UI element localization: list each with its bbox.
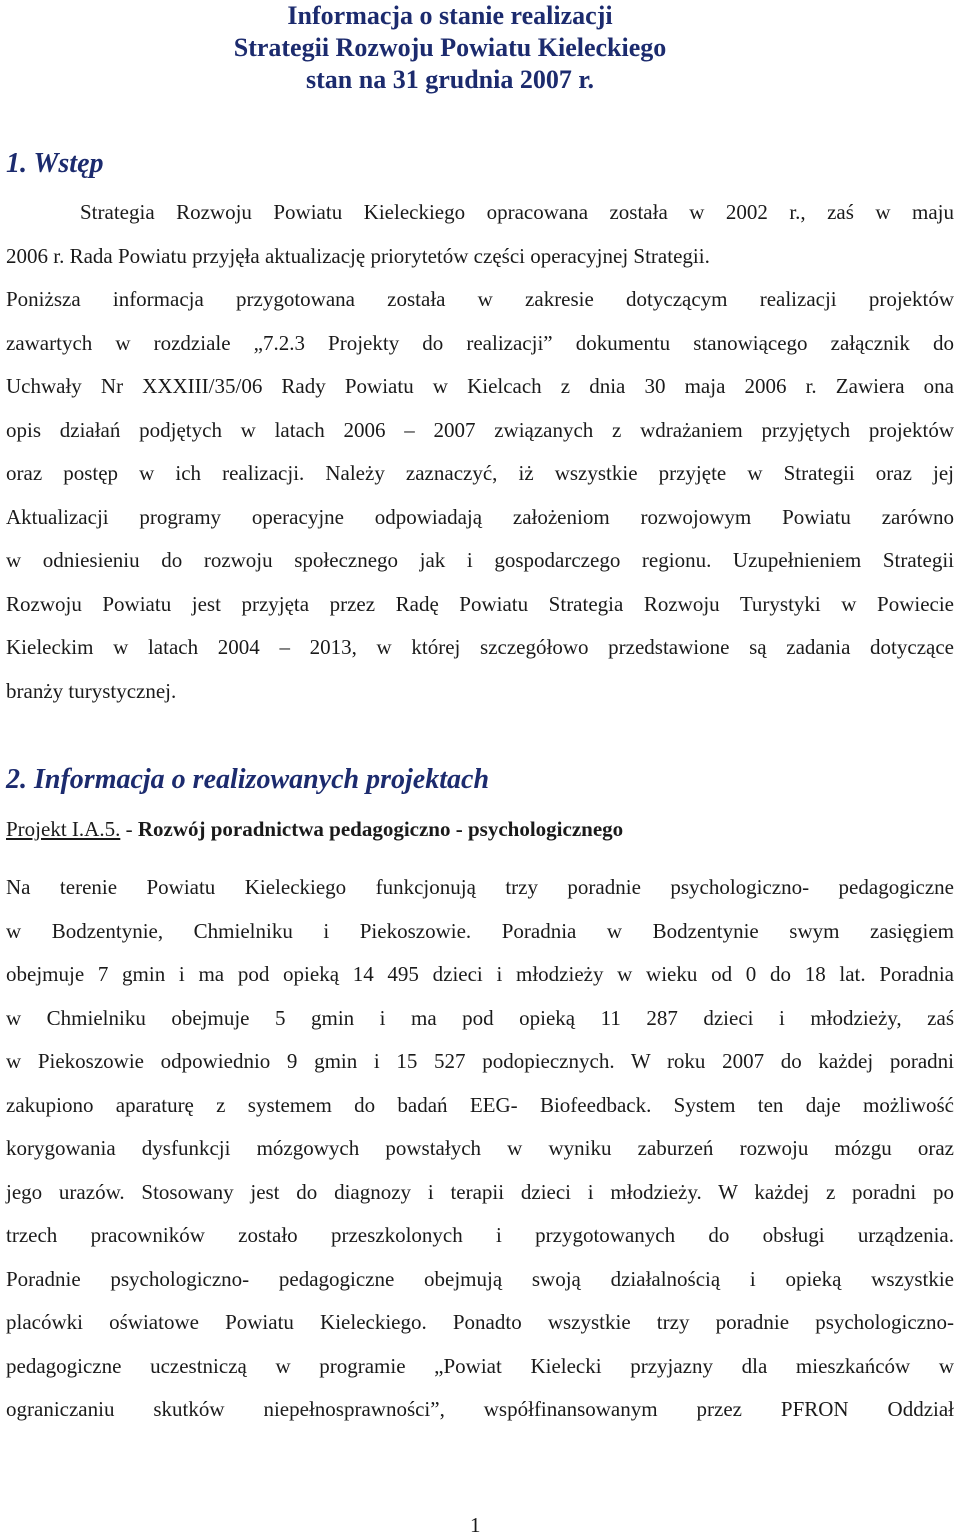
paragraph-line: Na terenie Powiatu Kieleckiego funkcjonują trzy poradnie psychologiczno- pedagogiczne (6, 875, 954, 899)
paragraph-line: pedagogiczne uczestniczą w programie „Powiat Kielecki przyjazny dla mieszkańców w (6, 1353, 954, 1378)
paragraph-line: Kieleckim w latach 2004 – 2013, w której szczegółowo przedstawione są zadania dotyczące (6, 635, 954, 659)
paragraph-line: Aktualizacji programy operacyjne odpowiadają założeniom rozwojowym Powiatu zarówno (6, 504, 954, 529)
paragraph-line: w odniesieniu do rozwoju społecznego jak i gospodarczego regionu. Uzupełnieniem Strategii (6, 548, 954, 572)
project-separator: - (120, 817, 138, 841)
section-1-paragraph (6, 191, 954, 713)
project-heading (6, 813, 623, 845)
paragraph-line: ograniczaniu skutków niepełnosprawności”, współfinansowanym przez PFRON Oddział (6, 1397, 954, 1421)
page-number: 1 (470, 1513, 481, 1537)
paragraph-line: Uchwały Nr XXXIII/35/06 Rady Powiatu w Kielcach z dnia 30 maja 2006 r. Zawiera ona (6, 374, 954, 398)
paragraph-line: w Bodzentynie, Chmielniku i Piekoszowie. Poradnia w Bodzentynie swym zasięgiem (6, 918, 954, 943)
section-2-heading: 2. Informacja o realizowanych projektach (6, 764, 490, 795)
paragraph-line: korygowania dysfunkcji mózgowych powstałych w wyniku zaburzeń rozwoju mózgu oraz (6, 1136, 954, 1160)
project-title: Rozwój poradnictwa pedagogiczno - psychologicznego (137, 817, 624, 841)
paragraph-line: oraz postęp w ich realizacji. Należy zaznaczyć, iż wszystkie przyjęte w Strategii oraz jej (6, 461, 954, 485)
document-title (0, 0, 960, 96)
paragraph-line: Strategia Rozwoju Powiatu Kieleckiego opracowana została w 2002 r., zaś w maju (80, 200, 954, 224)
title-line-2: Strategii Rozwoju Powiatu Kieleckiego (233, 33, 667, 62)
section-2-paragraph (6, 866, 954, 1432)
project-code: Projekt I.A.5. (6, 817, 121, 841)
section-1-heading: 1. Wstęp (6, 148, 104, 179)
paragraph-line: branży turystycznej. (6, 678, 177, 703)
paragraph-line: w Chmielniku obejmuje 5 gmin i ma pod opieką 11 287 dzieci i młodzieży, zaś (6, 1005, 954, 1030)
paragraph-line: w Piekoszowie odpowiednio 9 gmin i 15 527 podopiecznych. W roku 2007 do każdej poradni (6, 1049, 954, 1073)
paragraph-line: zawartych w rozdziale „7.2.3 Projekty do realizacji” dokumentu stanowiącego załącznik do (6, 330, 954, 355)
paragraph-line: opis działań podjętych w latach 2006 – 2007 związanych z wdrażaniem przyjętych projektów (6, 417, 954, 442)
paragraph-line: Poradnie psychologiczno- pedagogiczne obejmują swoją działalnością i opieką wszystkie (6, 1266, 954, 1291)
paragraph-line: 2006 r. Rada Powiatu przyjęła aktualizację priorytetów części operacyjnej Strategii. (6, 243, 710, 268)
paragraph-line: zakupiono aparaturę z systemem do badań EEG- Biofeedback. System ten daje możliwość (6, 1092, 954, 1117)
paragraph-line: jego urazów. Stosowany jest do diagnozy i terapii dzieci i młodzieży. W każdej z poradni po (6, 1179, 954, 1204)
title-line-3: stan na 31 grudnia 2007 r. (306, 65, 594, 94)
paragraph-line: obejmuje 7 gmin i ma pod opieką 14 495 dzieci i młodzieży w wieku od 0 do 18 lat. Poradnia (6, 962, 954, 986)
paragraph-line: Poniższa informacja przygotowana została w zakresie dotyczącym realizacji projektów (6, 287, 954, 311)
title-line-1: Informacja o stanie realizacji (287, 1, 613, 30)
paragraph-line: Rozwoju Powiatu jest przyjęta przez Radę Powiatu Strategia Rozwoju Turystyki w Powiecie (6, 591, 954, 616)
paragraph-line: placówki oświatowe Powiatu Kieleckiego. Ponadto wszystkie trzy poradnie psychologiczno- (6, 1310, 954, 1334)
paragraph-line: trzech pracowników zostało przeszkolonych i przygotowanych do obsługi urządzenia. (6, 1223, 954, 1247)
